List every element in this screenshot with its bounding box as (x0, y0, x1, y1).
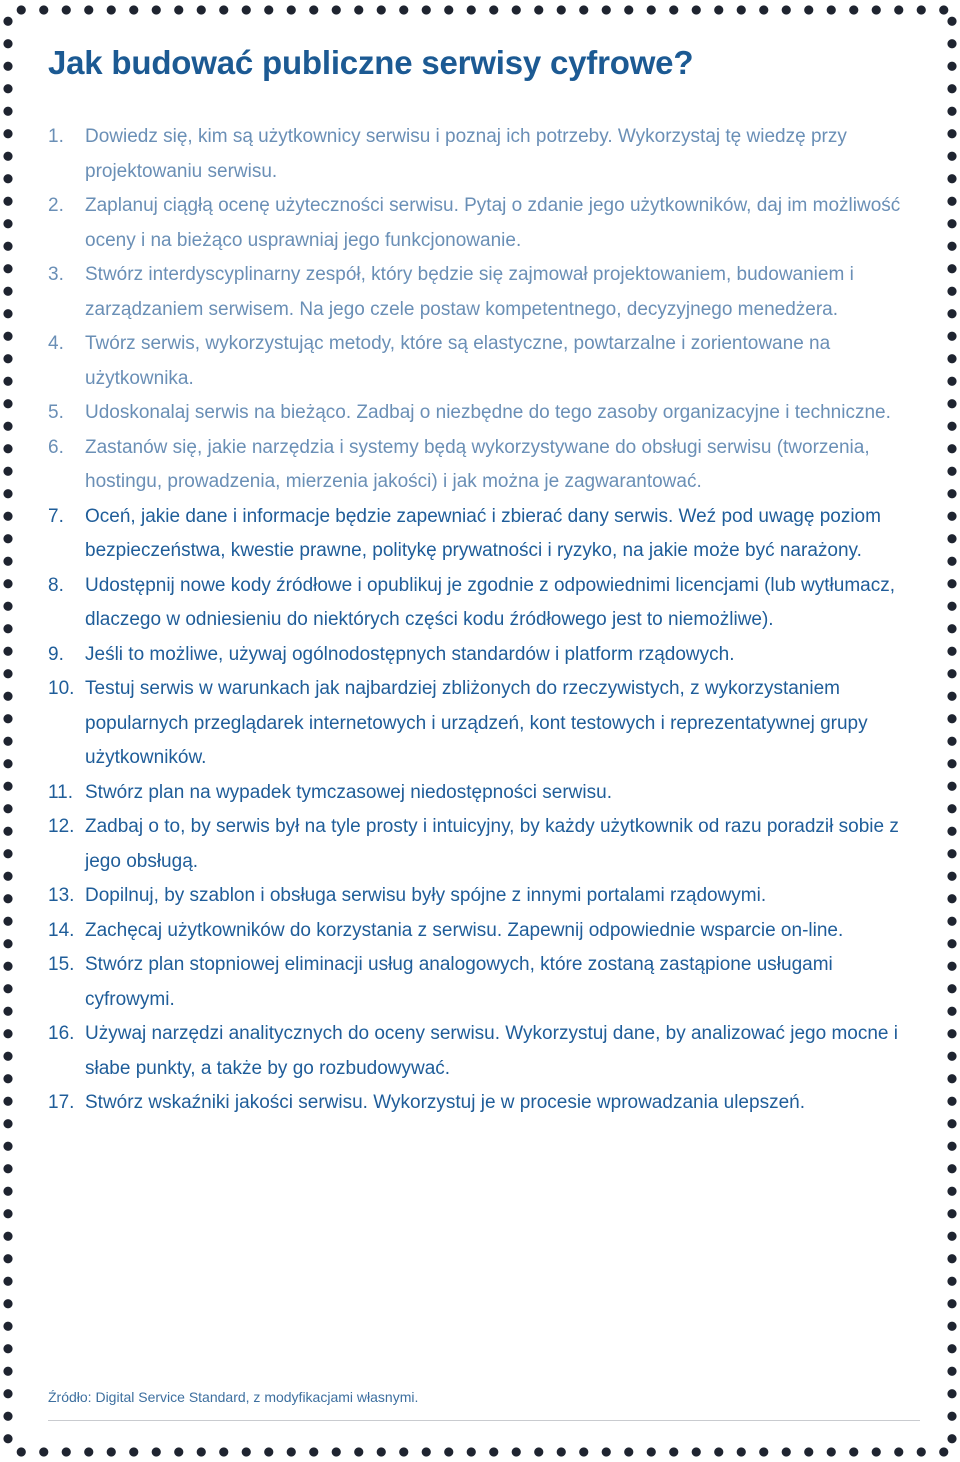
list-item (48, 569, 918, 638)
list-item (48, 327, 918, 396)
item-number: 14. (48, 919, 75, 941)
item-number: 10. (48, 678, 75, 699)
item-text: Stwórz plan stopniowej eliminacji usług analogowych, które zostaną zastąpione usługami cyfrowymi. (85, 954, 833, 1010)
list-item (48, 948, 918, 1017)
item-number: 16. (48, 1023, 75, 1044)
item-text: Stwórz plan na wypadek tymczasowej niedostępności serwisu. (85, 781, 612, 803)
item-text: Twórz serwis, wykorzystując metody, które są elastyczne, powtarzalne i zorientowane na użytkownika. (85, 333, 831, 389)
item-number: 17. (48, 1092, 75, 1113)
source-note: Źródło: Digital Service Standard, z modyfikacjami własnymi. (48, 1389, 419, 1405)
list-item (48, 914, 918, 949)
dotted-border-right (946, 10, 958, 1452)
item-number: 4. (48, 333, 64, 354)
item-text: Używaj narzędzi analitycznych do oceny serwisu. Wykorzystuj dane, by analizować jego mocne i słabe punkty, a także by go rozbudowywać. (85, 1023, 898, 1079)
guidelines-list (48, 120, 918, 1121)
page-title: Jak budować publiczne serwisy cyfrowe? (48, 44, 694, 81)
list-item (48, 776, 918, 811)
item-number: 11. (48, 781, 74, 803)
item-number: 15. (48, 954, 75, 975)
item-number: 12. (48, 816, 75, 837)
list-item (48, 810, 918, 879)
item-text: Zaplanuj ciągłą ocenę użyteczności serwisu. Pytaj o zdanie jego użytkowników, daj im możliwość oceny i na bieżąco usprawniaj jego funkcjonowanie. (85, 195, 901, 251)
item-number: 7. (48, 505, 64, 527)
item-text: Oceń, jakie dane i informacje będzie zapewniać i zbierać dany serwis. Weź pod uwagę poziom bezpieczeństwa, kwestie prawne, politykę prywatności i ryzyko, na jakie może być narażony. (85, 505, 881, 561)
list-item (48, 638, 918, 673)
item-text: Zachęcaj użytkowników do korzystania z serwisu. Zapewnij odpowiednie wsparcie on-line. (85, 919, 844, 941)
list-item (48, 879, 918, 914)
item-number: 5. (48, 402, 64, 423)
item-number: 13. (48, 885, 75, 906)
dotted-border-top (10, 4, 950, 16)
item-text: Dopilnuj, by szablon i obsługa serwisu były spójne z innymi portalami rządowymi. (85, 885, 767, 906)
item-text: Zastanów się, jakie narzędzia i systemy będą wykorzystywane do obsługi serwisu (tworzenia, hostingu, prowadzenia, mierzenia jakości) i jak można je zagwarantować. (85, 436, 870, 492)
list-item (48, 500, 918, 569)
list-item (48, 672, 918, 776)
dotted-border-bottom (10, 1446, 950, 1458)
item-number: 8. (48, 574, 64, 596)
item-text: Udoskonalaj serwis na bieżąco. Zadbaj o niezbędne do tego zasoby organizacyjne i techniczne. (85, 402, 891, 423)
item-number: 6. (48, 436, 64, 458)
item-text: Zadbaj o to, by serwis był na tyle prosty i intuicyjny, by każdy użytkownik od razu poradził sobie z jego obsługą. (85, 816, 899, 872)
item-number: 1. (48, 126, 64, 147)
item-number: 9. (48, 643, 64, 665)
list-item (48, 258, 918, 327)
list-item (48, 120, 918, 189)
list-item (48, 1017, 918, 1086)
item-text: Stwórz wskaźniki jakości serwisu. Wykorzystuj je w procesie wprowadzania ulepszeń. (85, 1092, 805, 1113)
list-item (48, 1086, 918, 1121)
item-text: Udostępnij nowe kody źródłowe i opublikuj je zgodnie z odpowiednimi licencjami (lub wytłumacz, dlaczego w odniesieniu do niektórych części kodu źródłowego jest to niemożliwe). (85, 574, 896, 630)
item-number: 2. (48, 195, 64, 216)
list-item (48, 431, 918, 500)
item-number: 3. (48, 264, 64, 285)
item-text: Stwórz interdyscyplinarny zespół, który będzie się zajmował projektowaniem, budowaniem i zarządzaniem serwisem. Na jego czele postaw kompetentnego, decyzyjnego menedżera. (85, 264, 854, 320)
item-text: Dowiedz się, kim są użytkownicy serwisu i poznaj ich potrzeby. Wykorzystaj tę wiedzę przy projektowaniu serwisu. (85, 126, 847, 182)
item-text: Jeśli to możliwe, używaj ogólnodostępnych standardów i platform rządowych. (85, 643, 735, 665)
list-item (48, 396, 918, 431)
item-text: Testuj serwis w warunkach jak najbardziej zbliżonych do rzeczywistych, z wykorzystaniem popularnych przeglądarek internetowych i urządzeń, kont testowych i reprezentatywnej grupy użytkowników. (85, 678, 868, 768)
footer-divider (48, 1420, 920, 1421)
list-item (48, 189, 918, 258)
dotted-border-left (2, 10, 14, 1452)
